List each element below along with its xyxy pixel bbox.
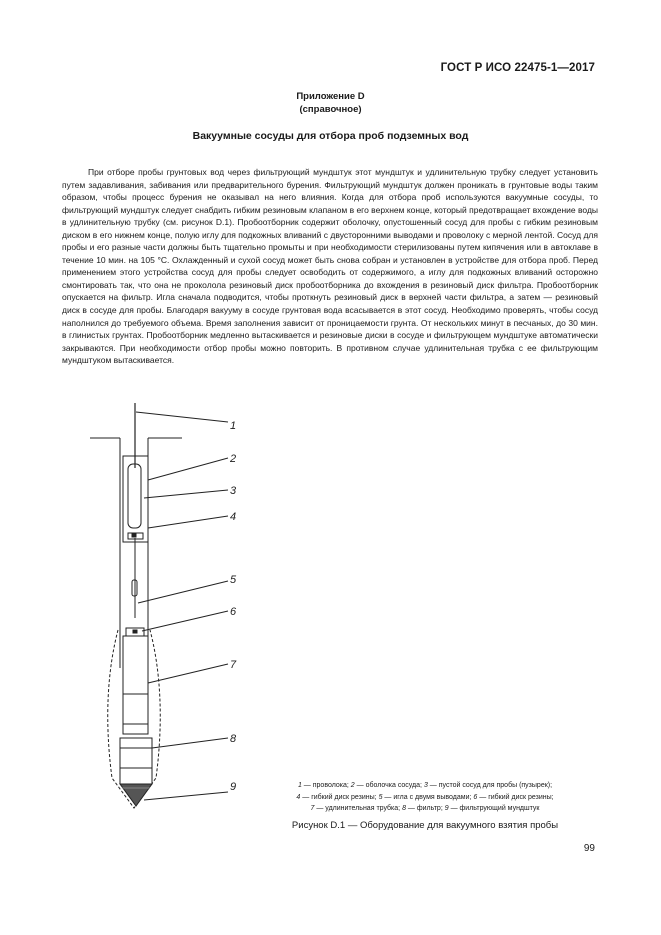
sampler-diagram [90,398,260,828]
key-num-7: 7 [310,805,315,812]
appendix-heading [0,91,661,116]
figure-label-4: 4 [230,511,237,523]
key-num-3: 3 [423,782,428,789]
key-text-3: — пустой сосуд для пробы (пузырек); [429,782,553,789]
extension-tube [123,636,148,734]
appendix-label: Приложение D [296,91,365,102]
figure-label-5: 5 [230,574,237,586]
key-text-9: — фильтрующий мундштук [450,805,540,812]
key-text-1: — проволока; [303,782,349,789]
figure-label-6: 6 [230,606,237,618]
sample-vessel [128,464,141,528]
body-paragraph: При отборе пробы грунтовых вод через фильтрующий мундштук этот мундштук и удлинительную трубку следует установить путем задавливания, забивания или предварительного бурения. Фильтрующий мундштук должен проникать в грунтовые воды таким образом, чтобы процесс бурения не оказывал на него влияния. Когда для отбора проб используются вакуумные сосуды, то фильтрующий мундштук следует снабдить гибким резиновым клапаном в его верхнем конце, который предотвращает вхождение воды в удлинительную трубку (см. рисунок D.1). Пробоотборник содержит оболочку, опустошенный сосуд для пробы с гибким резиновым диском в его нижнем конце, полую иглу для подкожных вливаний с двусторонними выводами и проволоку с мерной лентой. Сосуд для пробы и его разные части должны быть тщательно промыты и при необходимости стерилизованы путем кипячения или в автоклаве в течение 10 мин. на 105 °С. Охлажденный и сухой сосуд может быть снова собран и установлен в устройстве для отбора проб. Перед применением этого устройства сосуд для пробы следует освободить от содержимого, а иглу для подкожных вливаний осторожно смонтировать так, что она не проколола резиновый диск пробоотборника до вхождения в резиновый диск фильтра. Пробоотборник опускается на фильтр. Игла сначала подводится, чтобы проткнуть резиновый диск в верхней части фильтра, а затем — резиновый диск в сосуде для пробы. Благодаря вакууму в сосуде грунтовая вода всасывается в этот сосуд. Необходимо проверять, чтобы сосуд наполнился до требуемого объема. Время заполнения зависит от проницаемости грунта. От нескольких минут в песчаных, до 30 мин. в глинистых грунтах. Пробоотборник медленно вытаскивается и резиновые диски в сосуде и фильтрующем мундштуке автоматически закрываются. При необходимости отбор пробы можно повторить. В противном случае удлинительная трубка с ее фильтрующим мундштуком вытаскивается. [62,167,599,366]
figure-label-7: 7 [230,659,237,671]
key-num-2: 2 [350,782,355,789]
filter-body [120,738,152,784]
key-text-6: — гибкий диск резины; [479,793,554,801]
section-title: Вакуумные сосуды для отбора проб подземных вод [192,130,469,142]
page-number: 99 [583,843,595,854]
key-text-2: — оболочка сосуда; [356,782,422,789]
key-num-6: 6 [473,793,478,801]
key-num-5: 5 [378,793,383,801]
figure-label-2: 2 [230,453,237,465]
standard-id: ГОСТ Р ИСО 22475-1—2017 [440,62,595,74]
key-text-4: — гибкий диск резины; [302,793,377,801]
key-text-8: — фильтр; [407,805,443,812]
key-text-5: — игла с двумя выводами; [384,793,472,801]
key-num-1: 1 [297,782,302,789]
figure-title: Рисунок D.1 — Оборудование для вакуумного взятия пробы [291,820,559,831]
figure-label-8: 8 [230,733,237,745]
figure-label-3: 3 [230,485,237,497]
appendix-note: (справочное) [299,103,362,115]
vessel-housing [123,456,148,542]
key-num-8: 8 [402,805,406,812]
key-num-4: 4 [296,793,301,801]
key-num-9: 9 [444,805,449,812]
figure-label-9: 9 [230,781,237,793]
figure-key [252,780,598,815]
figure-label-1: 1 [230,420,237,432]
key-text-7: — удлинительная трубка; [316,805,401,812]
